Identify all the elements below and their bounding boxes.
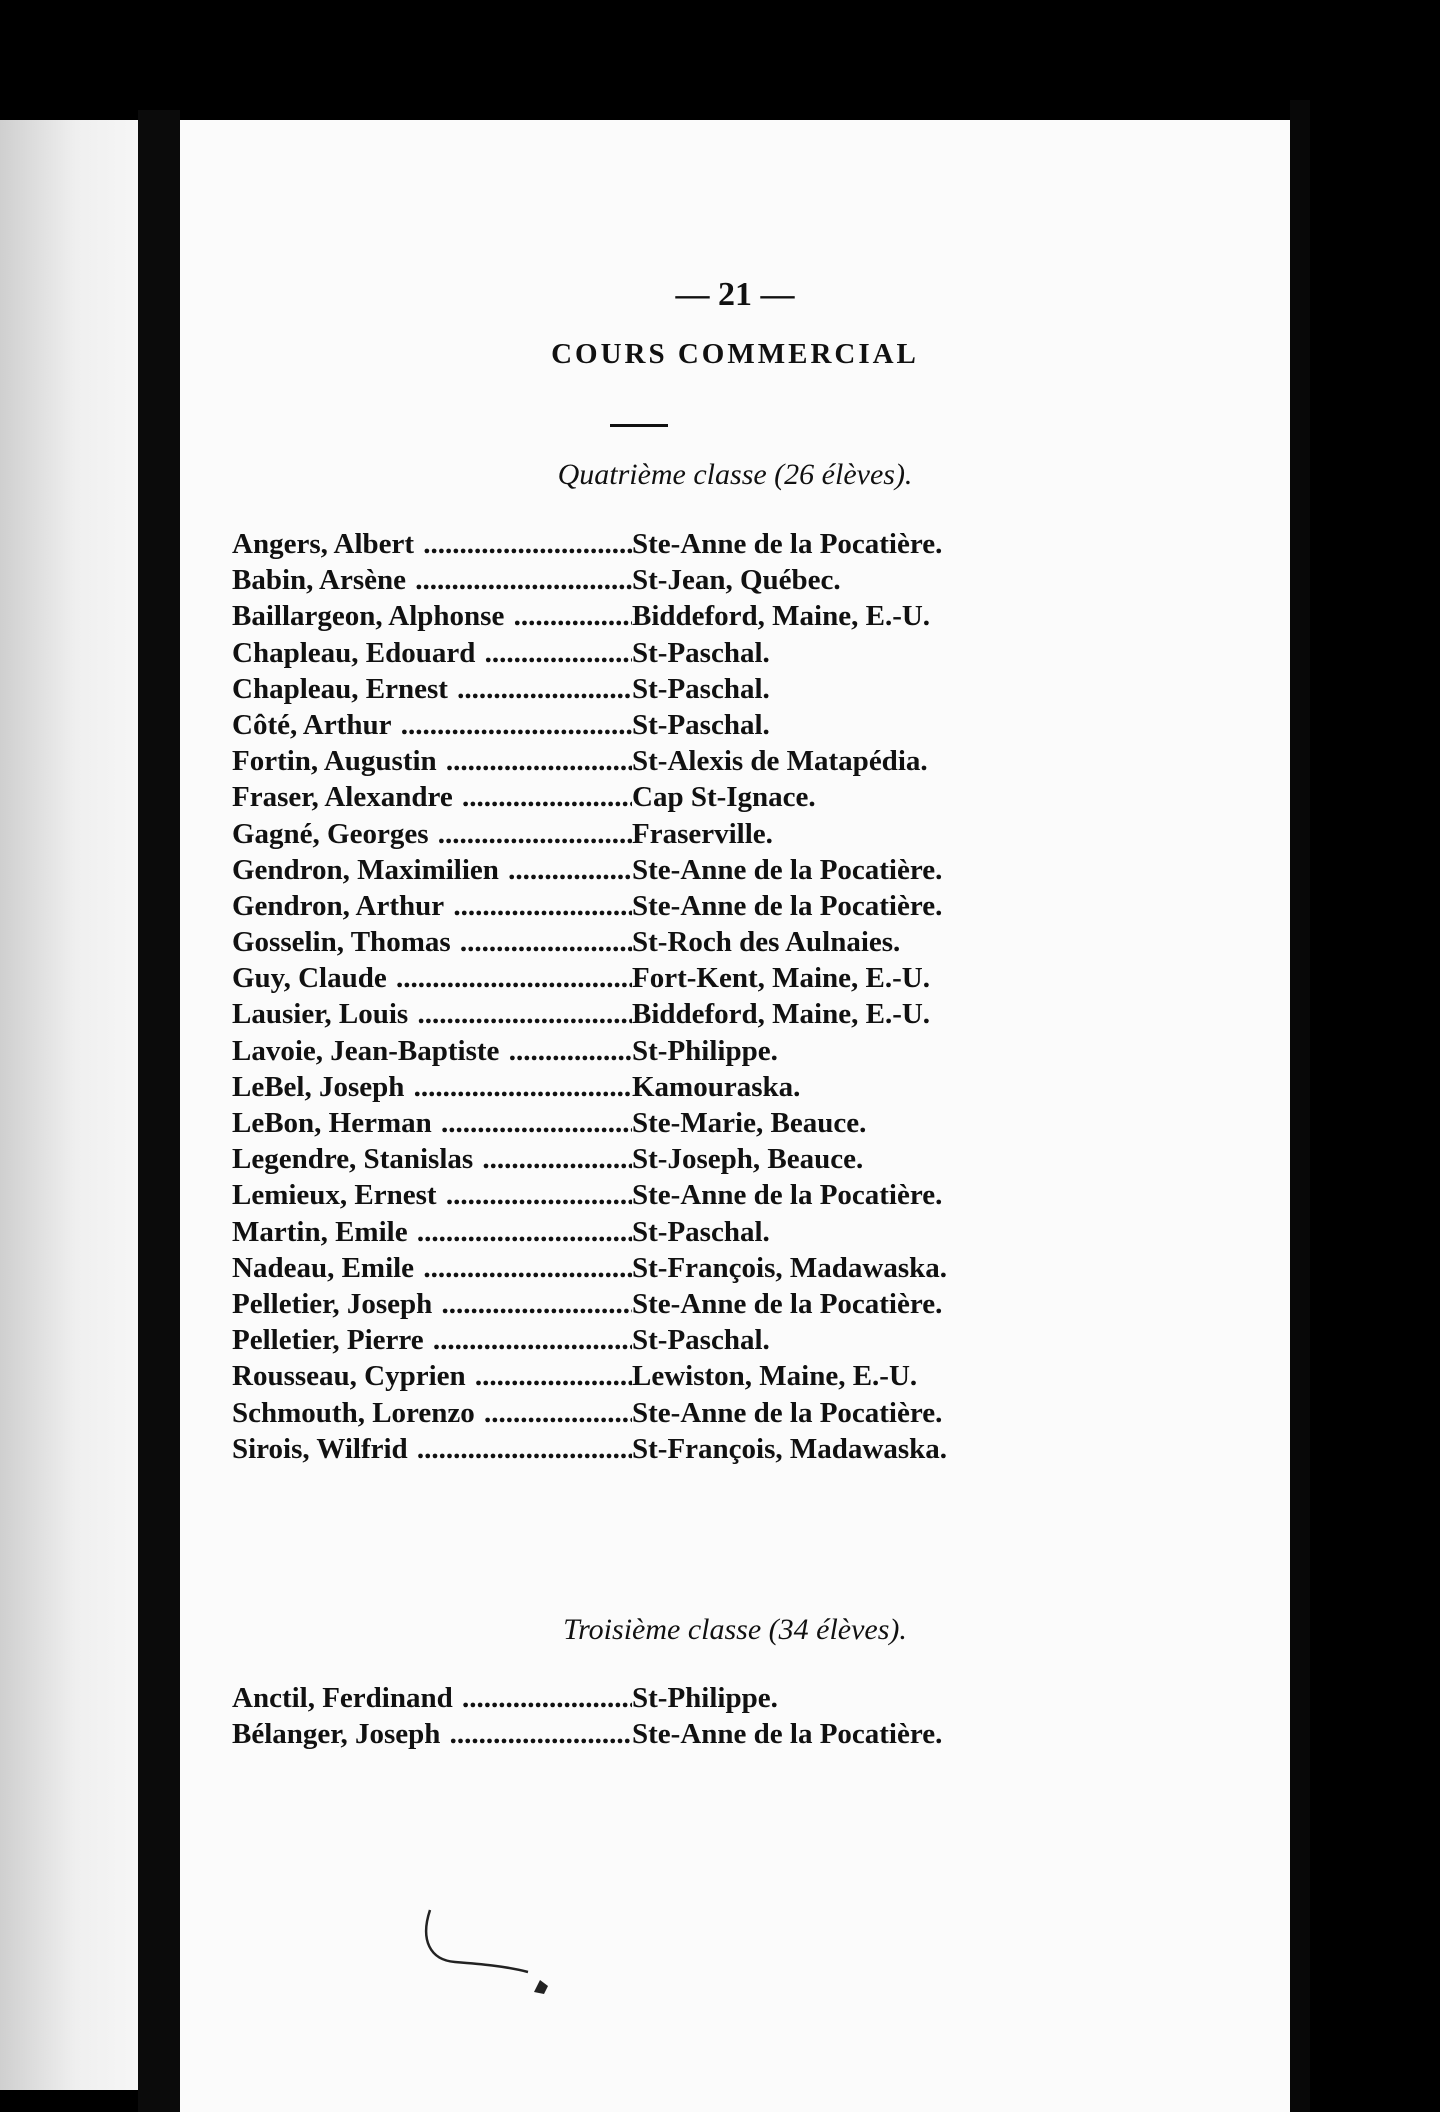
student-place: St-Philippe. xyxy=(632,1682,778,1714)
student-name-cell xyxy=(232,1716,640,1752)
student-name-cell xyxy=(232,996,640,1032)
list-item xyxy=(180,1431,1290,1467)
student-name-cell xyxy=(232,1069,640,1105)
student-list-quatrieme xyxy=(180,526,1290,1467)
heading-rule xyxy=(610,424,668,427)
facing-page-edge xyxy=(0,120,138,2090)
student-name: Gosselin, Thomas xyxy=(232,926,451,959)
list-item xyxy=(180,996,1290,1032)
scan-border xyxy=(1290,100,1310,2112)
student-place: St-Jean, Québec. xyxy=(632,564,841,597)
student-name: Baillargeon, Alphonse xyxy=(232,600,505,633)
class-heading-troisieme: Troisième classe (34 élèves). xyxy=(563,1613,907,1646)
student-place: Fort-Kent, Maine, E.-U. xyxy=(632,962,930,995)
student-name-cell xyxy=(232,1141,640,1177)
student-name-cell xyxy=(232,598,640,634)
list-item xyxy=(180,816,1290,852)
student-name: Rousseau, Cyprien xyxy=(232,1360,466,1393)
list-item xyxy=(180,1105,1290,1141)
student-place: Ste-Anne de la Pocatière. xyxy=(632,1179,943,1212)
book-gutter xyxy=(138,110,180,2112)
student-name: LeBel, Joseph xyxy=(232,1070,405,1103)
student-name-cell xyxy=(232,1214,640,1250)
student-name-cell xyxy=(232,1680,640,1716)
student-place: St-Paschal. xyxy=(632,1215,770,1248)
student-name-cell xyxy=(232,1358,640,1394)
student-place: Ste-Anne de la Pocatière. xyxy=(632,889,943,922)
section-heading: COURS COMMERCIAL xyxy=(551,338,919,370)
list-item xyxy=(180,1177,1290,1213)
student-name: Angers, Albert xyxy=(232,528,415,560)
student-name-cell xyxy=(232,1105,640,1141)
student-place: St-Joseph, Beauce. xyxy=(632,1143,864,1176)
student-place: St-Paschal. xyxy=(632,636,770,669)
list-item xyxy=(180,1069,1290,1105)
student-name: Gendron, Arthur xyxy=(232,889,445,922)
student-name: Pelletier, Pierre xyxy=(232,1324,424,1357)
student-name: Martin, Emile xyxy=(232,1215,408,1248)
student-name-cell xyxy=(232,1286,640,1322)
list-item xyxy=(180,707,1290,743)
student-name-cell xyxy=(232,1322,640,1358)
list-item xyxy=(180,1716,1290,1752)
student-place: Ste-Marie, Beauce. xyxy=(632,1107,867,1139)
student-place: Ste-Anne de la Pocatière. xyxy=(632,528,943,560)
student-list-troisieme xyxy=(180,1680,1290,1752)
page-number: — 21 — xyxy=(675,276,795,313)
list-item xyxy=(180,1322,1290,1358)
student-name-cell xyxy=(232,1177,640,1213)
student-place: Kamouraska. xyxy=(632,1070,801,1103)
student-name-cell xyxy=(232,1395,640,1431)
student-place: Lewiston, Maine, E.-U. xyxy=(632,1360,918,1393)
document-page xyxy=(180,120,1290,2112)
student-name-cell xyxy=(232,635,640,671)
student-place: Biddeford, Maine, E.-U. xyxy=(632,600,931,633)
list-item xyxy=(180,562,1290,598)
student-name-cell xyxy=(232,526,640,562)
list-item xyxy=(180,743,1290,779)
student-name-cell xyxy=(232,852,640,888)
student-name-cell xyxy=(232,1250,640,1286)
student-name: Bélanger, Joseph xyxy=(232,1718,441,1751)
list-item xyxy=(180,671,1290,707)
student-name-cell xyxy=(232,562,640,598)
list-item xyxy=(180,635,1290,671)
student-place: St-Philippe. xyxy=(632,1034,778,1067)
student-place: St-Alexis de Matapédia. xyxy=(632,745,928,778)
student-name: Fraser, Alexandre xyxy=(232,781,453,814)
list-item xyxy=(180,1214,1290,1250)
student-place: Ste-Anne de la Pocatière. xyxy=(632,1718,943,1751)
student-name-cell xyxy=(232,743,640,779)
list-item xyxy=(180,888,1290,924)
student-name-cell xyxy=(232,960,640,996)
student-place: St-Paschal. xyxy=(632,672,770,705)
student-name-cell xyxy=(232,1033,640,1069)
student-name-cell xyxy=(232,707,640,743)
student-name: Gendron, Maximilien xyxy=(232,853,499,886)
student-name-cell xyxy=(232,888,640,924)
student-place: Ste-Anne de la Pocatière. xyxy=(632,1396,943,1429)
list-item xyxy=(180,1395,1290,1431)
list-item xyxy=(180,526,1290,562)
student-name: Anctil, Ferdinand xyxy=(232,1682,453,1714)
list-item xyxy=(180,1358,1290,1394)
student-name: Pelletier, Joseph xyxy=(232,1287,433,1320)
class-heading-quatrieme: Quatrième classe (26 élèves). xyxy=(557,458,913,491)
student-name: Fortin, Augustin xyxy=(232,745,437,778)
list-item xyxy=(180,960,1290,996)
student-name: Côté, Arthur xyxy=(232,708,392,741)
student-name: Nadeau, Emile xyxy=(232,1251,415,1284)
student-place: Ste-Anne de la Pocatière. xyxy=(632,1287,943,1320)
student-name-cell xyxy=(232,1431,640,1467)
student-name: Chapleau, Edouard xyxy=(232,636,476,669)
student-place: Cap St-Ignace. xyxy=(632,781,816,814)
list-item xyxy=(180,1286,1290,1322)
list-item xyxy=(180,779,1290,815)
list-item xyxy=(180,1680,1290,1716)
list-item xyxy=(180,1033,1290,1069)
student-name: Gagné, Georges xyxy=(232,817,429,850)
student-name: LeBon, Herman xyxy=(232,1107,432,1139)
student-place: St-Paschal. xyxy=(632,1324,770,1357)
student-name: Lausier, Louis xyxy=(232,998,409,1031)
student-name-cell xyxy=(232,779,640,815)
list-item xyxy=(180,1141,1290,1177)
student-name: Schmouth, Lorenzo xyxy=(232,1396,475,1429)
student-place: St-François, Madawaska. xyxy=(632,1251,947,1284)
student-name-cell xyxy=(232,816,640,852)
student-place: Ste-Anne de la Pocatière. xyxy=(632,853,943,886)
student-name-cell xyxy=(232,671,640,707)
student-place: Biddeford, Maine, E.-U. xyxy=(632,998,931,1031)
list-item xyxy=(180,852,1290,888)
student-name: Chapleau, Ernest xyxy=(232,672,448,705)
list-item xyxy=(180,598,1290,634)
student-place: St-Paschal. xyxy=(632,708,770,741)
pen-scribble xyxy=(410,1900,570,2010)
student-name: Legendre, Stanislas xyxy=(232,1143,474,1176)
student-name: Babin, Arsène xyxy=(232,564,407,597)
student-name: Guy, Claude xyxy=(232,962,387,995)
student-place: Fraserville. xyxy=(632,817,773,850)
student-name: Sirois, Wilfrid xyxy=(232,1432,408,1465)
student-name: Lemieux, Ernest xyxy=(232,1179,437,1212)
list-item xyxy=(180,1250,1290,1286)
student-place: St-Roch des Aulnaies. xyxy=(632,926,901,959)
student-name: Lavoie, Jean-Baptiste xyxy=(232,1034,500,1067)
list-item xyxy=(180,924,1290,960)
student-name-cell xyxy=(232,924,640,960)
student-place: St-François, Madawaska. xyxy=(632,1432,947,1465)
